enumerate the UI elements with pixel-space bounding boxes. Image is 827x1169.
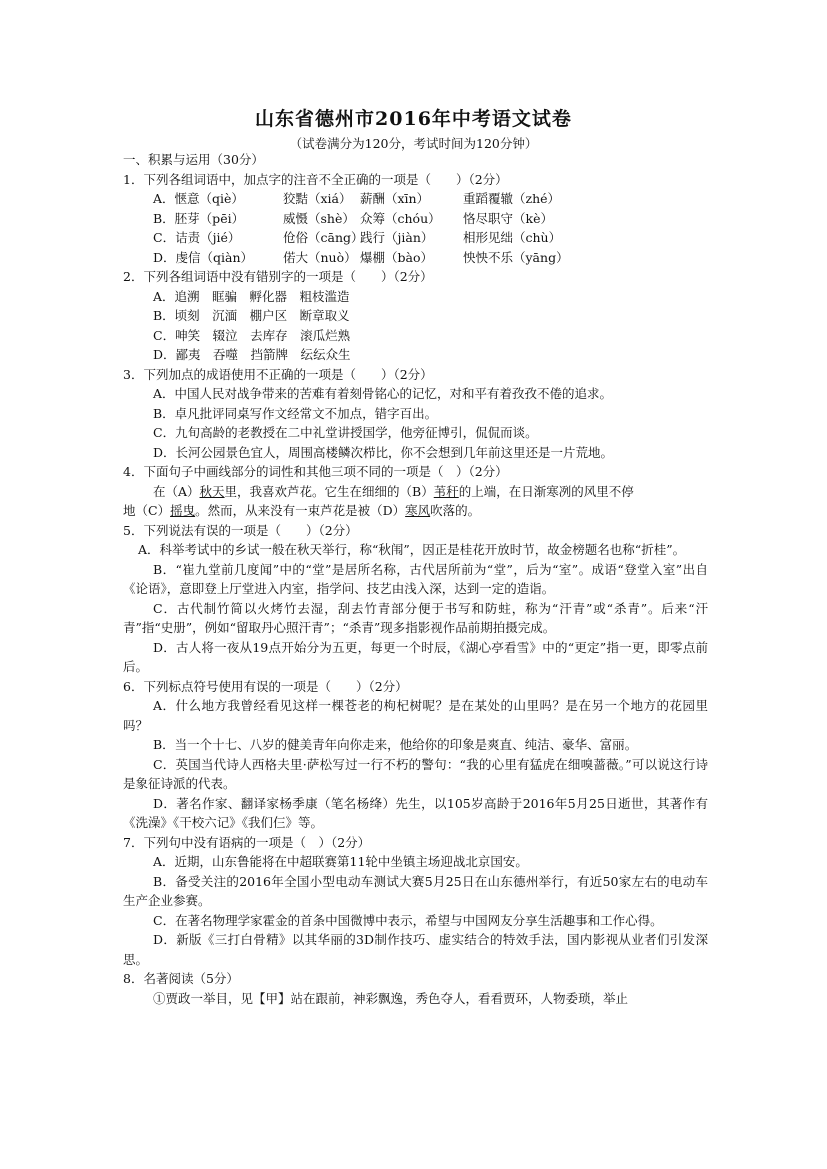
question-7-option-b: B．备受关注的2016年全国小型电动车测试大赛5月25日在山东德州举行，有近50家左右的电动车生产企业参赛。 <box>123 873 708 908</box>
question-3-option: C．九旬高龄的老教授在二中礼堂讲授国学，他旁征博引，侃侃而谈。 <box>153 425 538 440</box>
exam-body <box>123 150 708 1008</box>
question-6-option-c: C．英国当代诗人西格夫里·萨松写过一行不朽的警句：“我的心里有猛虎在细嗅蔷薇。”可以说这行诗是象征诗派的代表。 <box>123 756 708 791</box>
question-5-option-c: C．古代制竹简以火烤竹去湿，刮去竹青部分便于书写和防蛀，称为“汗青”或“杀青”。后来“汗青”指“史册”，例如“留取丹心照汗青”；“杀青”现多指影视作品前期拍摄完成。 <box>123 600 708 635</box>
question-6-stem: 6．下列标点符号使用有误的一项是（ ）（2分） <box>123 678 408 694</box>
question-2-option: A．追溯 眶骗 孵化器 粗枝滥造 <box>153 288 350 304</box>
option-cell: 爆棚（bào） <box>360 249 433 265</box>
question-2-option: B．顷刻 沉湎 棚户区 断章取义 <box>153 308 350 323</box>
page-title: 山东省德州市2016年中考语文试卷 <box>255 108 572 130</box>
passage-text: 在（A） <box>153 483 200 499</box>
question-5-option-b: B．“崔九堂前几度闻”中的“堂”是居所名称，古代居所前为“堂”，后为“室”。成语“登堂入室”出自《论语》，意即登上厅堂进入内室，指学问、技艺由浅入深，达到一定的造诣。 <box>123 561 708 596</box>
option-cell: A．惬意（qiè） <box>153 191 244 206</box>
option-cell: 威慑（shè） <box>283 210 355 226</box>
option-cell: 偌大（nuò） <box>283 249 357 265</box>
underlined-word-c: 摇曳 <box>170 503 196 518</box>
option-cell: 狡黠（xiá） <box>283 191 352 206</box>
passage-text: 吹落的。 <box>430 503 481 518</box>
option-cell: 伧俗（cāng） <box>283 230 364 245</box>
option-cell: C．诘责（jié） <box>153 230 241 245</box>
question-7-option-c: C．在著名物理学家霍金的首条中国微博中表示，希望与中国网友分享生活趣事和工作心得。 <box>153 912 663 928</box>
question-1-option-row <box>123 189 708 209</box>
passage-text: 地（C） <box>123 503 171 518</box>
question-6-option-d: D．著名作家、翻译家杨季康（笔名杨绛）先生，以105岁高龄于2016年5月25日逝世，其著作有《洗澡》《干校六记》《我们仨》等。 <box>123 795 708 830</box>
question-2-stem: 2．下列各组词语中没有错别字的一项是（ ）（2分） <box>123 269 433 284</box>
question-2-option: C．呻笑 辍泣 去库存 滚瓜烂熟 <box>153 327 351 343</box>
question-7-option-d: D．新版《三打白骨精》以其华丽的3D制作技巧、虚实结合的特效手法，国内影视从业者们引发深思。 <box>123 932 708 967</box>
question-6-option-b: B．当一个十七、八岁的健美青年向你走来，他给你的印象是爽直、纯洁、豪华、富丽。 <box>153 737 638 752</box>
question-5-option-d: D．古人将一夜从19点开始分为五更，每更一个时辰，《湖心亭看雪》中的“更定”指一更，即零点前后。 <box>123 639 708 674</box>
option-cell: 怏怏不乐（yāng） <box>463 249 569 265</box>
underlined-word-d: 寒风 <box>405 503 431 518</box>
question-6-option-a: A．什么地方我曾经看见这样一棵苍老的枸杞树呢？是在某处的山里吗？是在另一个地方的花园里吗？ <box>123 698 708 733</box>
passage-text: 里，我喜欢芦花。它生在细细的（B） <box>224 483 434 499</box>
option-cell: 相形见绌（chù） <box>463 230 562 245</box>
page-subtitle: （试卷满分为120分，考试时间为120分钟） <box>289 136 538 151</box>
question-4-passage-line-2 <box>123 501 708 521</box>
underlined-word-a: 秋天 <box>199 483 225 499</box>
option-cell: 薪酬（xīn） <box>360 191 430 206</box>
question-1-option-row <box>123 248 708 268</box>
question-4-passage-line-1 <box>123 482 708 502</box>
question-1-stem: 1．下列各组词语中，加点字的注音不全正确的一项是（ ）（2分） <box>123 171 508 187</box>
question-2-option: D．鄙夷 吞噬 挡箭牌 纭纭众生 <box>153 347 351 362</box>
option-cell: 重蹈覆辙（zhé） <box>463 191 561 206</box>
section-heading: 一、积累与运用（30分） <box>123 152 264 167</box>
question-3-option: B．卓凡批评同桌写作文经常文不加点，错字百出。 <box>153 405 438 421</box>
question-7-option-a: A．近期，山东鲁能将在中超联赛第11轮中坐镇主场迎战北京国安。 <box>153 854 528 869</box>
question-3-stem: 3．下列加点的成语使用不正确的一项是（ ）（2分） <box>123 366 433 382</box>
question-5-option-a: A．科举考试中的乡试一般在秋天举行，称“秋闱”，因正是桂花开放时节，故金榜题名也称“折桂”。 <box>138 542 686 557</box>
question-4-stem: 4．下面句子中画线部分的词性和其他三项不同的一项是（ ）（2分） <box>123 464 508 479</box>
question-3-option: A．中国人民对战争带来的苦难有着刻骨铭心的记忆，对和平有着孜孜不倦的追求。 <box>153 386 613 401</box>
question-3-option: D．长河公园景色宜人，周围高楼鳞次栉比，你不会想到几年前这里还是一片荒地。 <box>153 444 614 460</box>
option-cell: D．虔信（qiàn） <box>153 249 254 265</box>
question-7-stem: 7．下列句中没有语病的一项是（ ）（2分） <box>123 834 371 850</box>
question-8-passage: ①贾政一举目，见【甲】站在跟前，神彩飘逸，秀色夺人，看看贾环，人物委琐，举止 <box>153 990 629 1006</box>
passage-text: 。然而，从来没有一束芦花是被（D） <box>195 503 406 518</box>
question-1-option-row <box>123 209 708 229</box>
question-1-option-row <box>123 228 708 248</box>
question-5-stem: 5．下列说法有误的一项是（ ）（2分） <box>123 522 358 538</box>
question-8-stem: 8．名著阅读（5分） <box>123 971 239 986</box>
option-cell: 践行（jiàn） <box>360 230 434 245</box>
underlined-word-b: 苇秆 <box>433 483 459 499</box>
option-cell: B．胚芽（pēi） <box>153 210 245 226</box>
option-cell: 众筹（chóu） <box>360 210 441 226</box>
option-cell: 恪尽职守（kè） <box>463 210 553 226</box>
passage-text: 的上端，在日渐寒冽的风里不停 <box>458 483 634 499</box>
